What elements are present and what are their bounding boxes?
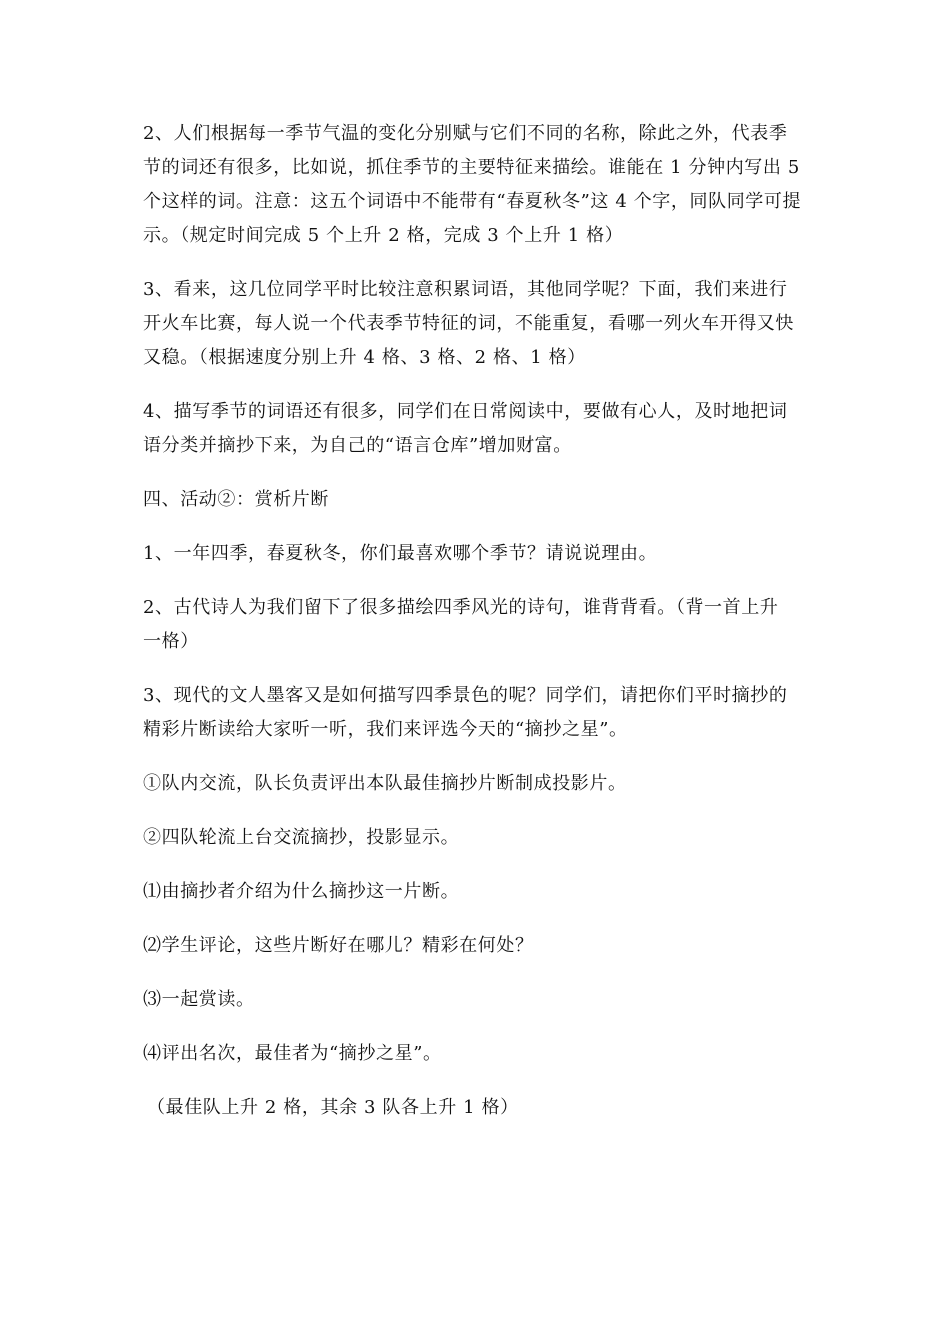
heading-text: 四、活动②：赏析片断: [143, 489, 329, 510]
paragraph-step-3-train-game: [143, 273, 811, 375]
paragraph-modern-excerpts: [143, 679, 811, 747]
sub-item-1: [143, 875, 811, 909]
list-item-team-exchange: [143, 767, 811, 801]
text-line: 语分类并摘抄下来，为自己的“语言仓库”增加财富。: [143, 435, 572, 456]
text-line: 2、人们根据每一季节气温的变化分别赋与它们不同的名称，除此之外，代表季: [143, 123, 788, 144]
text-line: ②四队轮流上台交流摘抄，投影显示。: [143, 827, 460, 848]
text-line: 开火车比赛，每人说一个代表季节特征的词，不能重复，看哪一列火车开得又快: [143, 313, 794, 334]
sub-item-4: [143, 1037, 811, 1071]
sub-item-3: [143, 983, 811, 1017]
text-line: 精彩片断读给大家听一听，我们来评选今天的“摘抄之星”。: [143, 719, 628, 740]
document-page: [143, 117, 811, 1125]
text-line: 1、一年四季，春夏秋冬，你们最喜欢哪个季节？请说说理由。: [143, 543, 658, 564]
text-line: ①队内交流，队长负责评出本队最佳摘抄片断制成投影片。: [143, 773, 627, 794]
text-line: ⑶一起赏读。: [143, 989, 255, 1010]
text-line: 一格）: [143, 631, 199, 652]
sub-item-2: [143, 929, 811, 963]
text-line: 节的词还有很多，比如说，抓住季节的主要特征来描绘。谁能在 1 分钟内写出 5: [143, 157, 800, 178]
list-item-team-presentation: [143, 821, 811, 855]
text-line: 示。（规定时间完成 5 个上升 2 格，完成 3 个上升 1 格）: [143, 225, 624, 246]
paragraph-step-4-word-collection: [143, 395, 811, 463]
text-line: 又稳。（根据速度分别上升 4 格、3 格、2 格、1 格）: [143, 347, 586, 368]
text-line: ⑵学生评论，这些片断好在哪儿？精彩在何处？: [143, 935, 534, 956]
text-line: 个这样的词。注意：这五个词语中不能带有“春夏秋冬”这 4 个字，同队同学可提: [143, 191, 802, 212]
scoring-note: [143, 1091, 811, 1125]
text-line: 4、描写季节的词语还有很多，同学们在日常阅读中，要做有心人，及时地把词: [143, 401, 788, 422]
text-line: ⑷评出名次，最佳者为“摘抄之星”。: [143, 1043, 442, 1064]
text-line: （最佳队上升 2 格，其余 3 队各上升 1 格）: [147, 1097, 519, 1118]
paragraph-ancient-poems: [143, 591, 811, 659]
paragraph-favorite-season: [143, 537, 811, 571]
text-line: 3、现代的文人墨客又是如何描写四季景色的呢？同学们，请把你们平时摘抄的: [143, 685, 788, 706]
text-line: 2、古代诗人为我们留下了很多描绘四季风光的诗句，谁背背看。（背一首上升: [143, 597, 779, 618]
text-line: ⑴由摘抄者介绍为什么摘抄这一片断。: [143, 881, 460, 902]
section-heading-activity-2: [143, 483, 811, 517]
text-line: 3、看来，这几位同学平时比较注意积累词语，其他同学呢？下面，我们来进行: [143, 279, 788, 300]
paragraph-step-2-season-words: [143, 117, 811, 253]
